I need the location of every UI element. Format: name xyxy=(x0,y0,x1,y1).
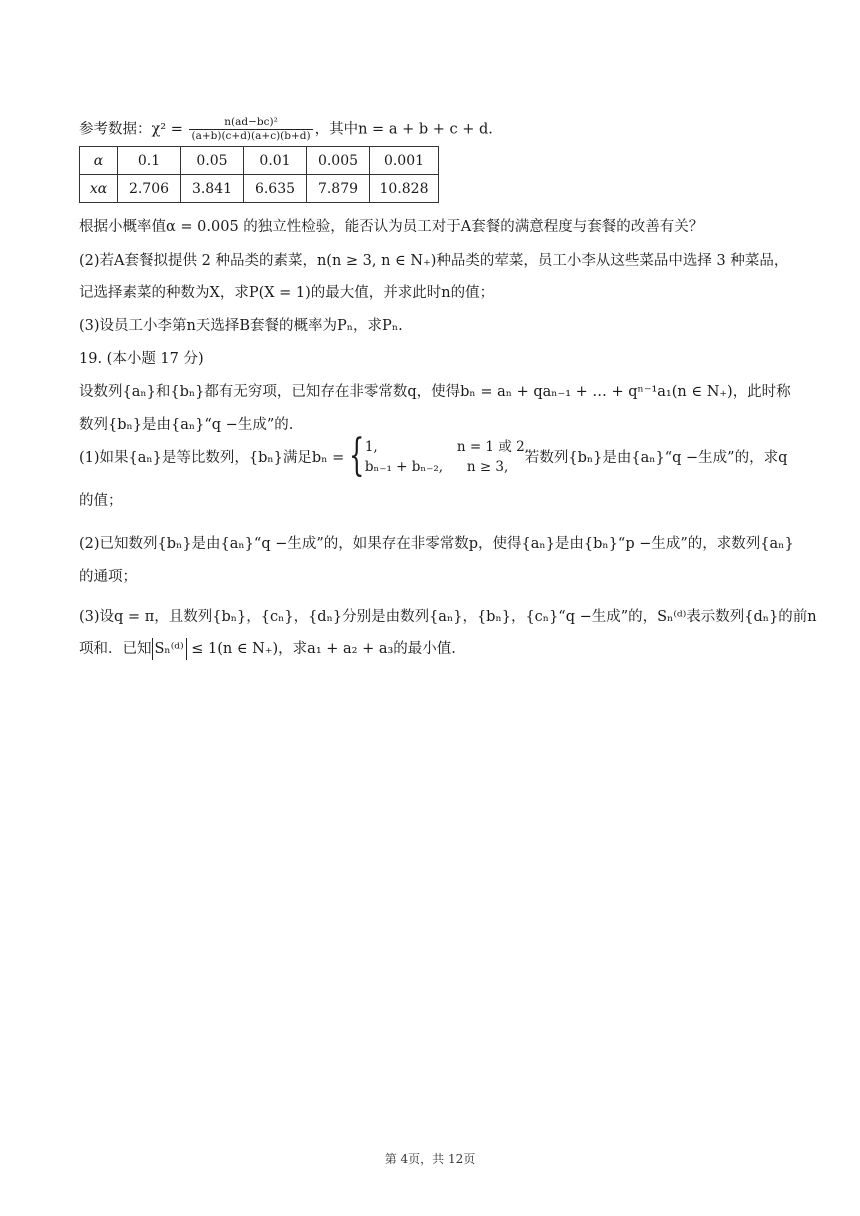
fraction-numerator: n(ad−bc)² xyxy=(189,116,312,130)
q18-part2-line2: 记选择素菜的种数为X，求P(X = 1)的最大值，并求此时n的值； xyxy=(79,285,495,301)
piecewise-case2: bₙ₋₁ + bₙ₋₂, xyxy=(364,459,444,475)
q19-part3-line2-start: 项和．已知 xyxy=(79,641,152,657)
q19-header: 19. (本小题 17 分) xyxy=(79,351,204,367)
q18-part1-question: 根据小概率值α = 0.005 的独立性检验，能否认为员工对于A套餐的满意程度与套餐的改善有关？ xyxy=(79,219,704,235)
q19-part1-line2: 的值； xyxy=(79,493,123,509)
table-cell: 0.01 xyxy=(244,147,307,175)
fraction-denominator: (a+b)(c+d)(a+c)(b+d) xyxy=(191,130,311,142)
q18-part3: (3)设员工小李第n天选择B套餐的概率为Pₙ，求Pₙ. xyxy=(79,318,403,334)
table-cell: α xyxy=(80,147,118,175)
piecewise-cond1: n = 1 或 2, xyxy=(456,439,529,455)
q19-part3-line2-end: ≤ 1(n ∈ N₊)，求a₁ + a₂ + a₃的最小值. xyxy=(186,641,456,657)
q19-part2-line2: 的通项； xyxy=(79,569,137,585)
reference-formula-line xyxy=(79,116,783,143)
piecewise-case1: 1, xyxy=(364,439,378,455)
q19-part2-line1: (2)已知数列{bₙ}是由{aₙ}“q −生成”的，如果存在非零常数p，使得{aₙ}是由{bₙ}“p −生成”的，求数列{aₙ} xyxy=(79,536,794,552)
formula-tail: ，其中n = a + b + c + d. xyxy=(314,121,493,138)
table-cell: 2.706 xyxy=(118,175,181,203)
table-cell: 6.635 xyxy=(244,175,307,203)
table-row xyxy=(80,175,439,203)
table-row xyxy=(80,147,439,175)
q19-intro-line1: 设数列{aₙ}和{bₙ}都有无穷项，已知存在非零常数q，使得bₙ = aₙ + qaₙ₋₁ + … + qⁿ⁻¹a₁(n ∈ N₊)，此时称 xyxy=(79,384,791,400)
q19-part3-line1: (3)设q = π，且数列{bₙ}，{cₙ}，{dₙ}分别是由数列{aₙ}，{bₙ}，{cₙ}“q −生成”的，Sₙ⁽ᵈ⁾表示数列{dₙ}的前n xyxy=(79,609,817,625)
q19-part1-suffix: 若数列{bₙ}是由{aₙ}“q −生成”的，求q xyxy=(524,450,788,466)
q19-part1-line1 xyxy=(79,430,788,482)
table-cell: 0.001 xyxy=(370,147,439,175)
piecewise-definition xyxy=(348,430,529,481)
table-cell: 7.879 xyxy=(307,175,370,203)
page-footer: 第 4页，共 12页 xyxy=(384,1152,476,1166)
q19-intro-line2: 数列{bₙ}是由{aₙ}“q −生成”的. xyxy=(79,417,294,433)
left-brace: { xyxy=(348,430,365,481)
table-cell: 0.1 xyxy=(118,147,181,175)
q18-part2-line1: (2)若A套餐拟提供 2 种品类的素菜，n(n ≥ 3, n ∈ N₊)种品类的荤菜，员工小李从这些菜品中选择 3 种菜品， xyxy=(79,253,789,269)
table-cell: xα xyxy=(80,175,118,203)
table-cell: 0.05 xyxy=(181,147,244,175)
piecewise-cond2: n ≥ 3, xyxy=(466,459,509,475)
reference-label: 参考数据： xyxy=(79,121,152,138)
table-cell: 0.005 xyxy=(307,147,370,175)
q19-part1-prefix: (1)如果{aₙ}是等比数列，{bₙ}满足bₙ = xyxy=(79,450,345,466)
chi-square-lhs: χ² = xyxy=(151,121,183,138)
table-cell: 10.828 xyxy=(370,175,439,203)
absolute-value-sum: Sₙ⁽ᵈ⁾ xyxy=(152,638,187,660)
critical-value-table xyxy=(79,146,439,203)
q19-part3-line2 xyxy=(79,638,783,660)
chi-square-fraction xyxy=(189,116,312,143)
table-cell: 3.841 xyxy=(181,175,244,203)
